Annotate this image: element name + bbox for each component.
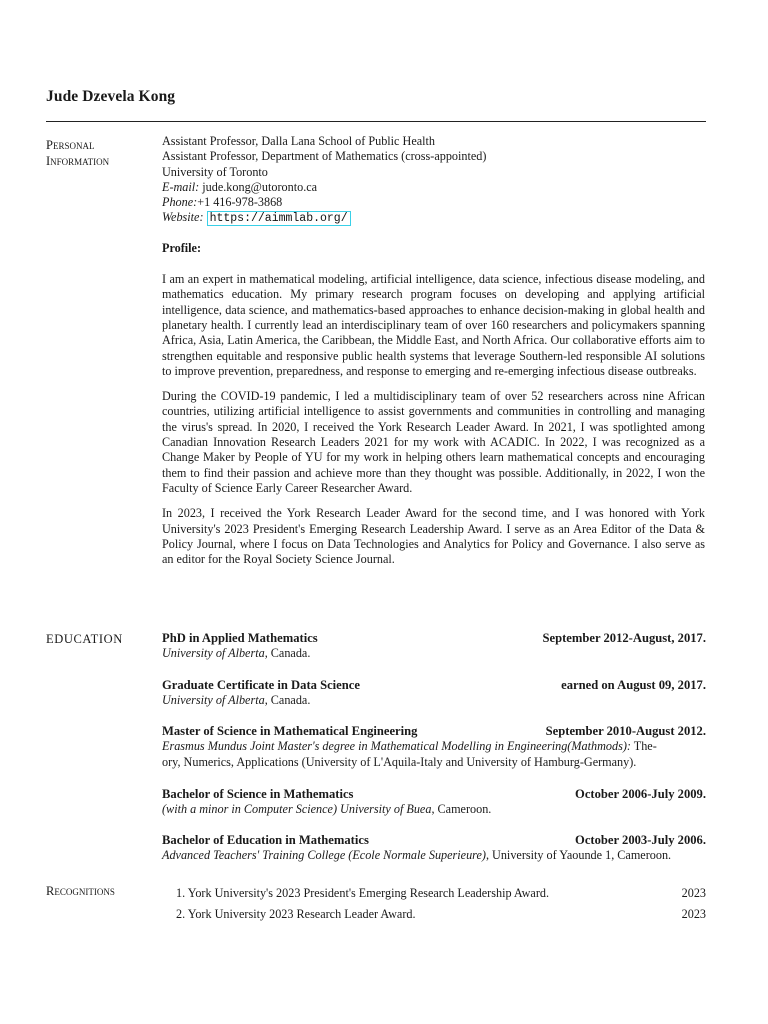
institution: Erasmus Mundus Joint Master's degree in Mathematical Modelling in Engineering(Mathmods): xyxy=(162,739,631,754)
section-label-line: Information xyxy=(46,154,110,168)
institution: Advanced Teachers' Training College (Ecole Normale Superieure) xyxy=(162,848,486,863)
institution: University of Alberta xyxy=(162,693,265,708)
degree-date: September 2012-August, 2017. xyxy=(542,631,706,645)
degree-title: Graduate Certificate in Data Science xyxy=(162,678,360,692)
personal-info-block xyxy=(162,134,705,577)
recognitions-label: Recognitions xyxy=(46,884,115,898)
website-line xyxy=(162,210,705,226)
education-entry xyxy=(162,787,714,818)
phone-value: +1 416-978-3868 xyxy=(197,195,283,210)
degree-date: October 2003-July 2006. xyxy=(575,833,706,847)
education-entry xyxy=(162,678,714,709)
institution-location: , Cameroon. xyxy=(431,802,492,817)
institution-location: , Canada. xyxy=(264,693,311,708)
email-value[interactable]: jude.kong@utoronto.ca xyxy=(202,179,318,194)
recognition-text: 2. York University 2023 Research Leader Award. xyxy=(176,907,416,921)
degree-title: PhD in Applied Mathematics xyxy=(162,631,318,645)
position-line: Assistant Professor, Department of Mathematics (cross-appointed) xyxy=(162,149,487,164)
recognitions-list xyxy=(176,886,706,928)
education-label: EDUCATION xyxy=(46,632,123,646)
degree-title: Bachelor of Education in Mathematics xyxy=(162,833,369,847)
institution-detail-line2: ory, Numerics, Applications (University of L'Aquila-Italy and University of Hamburg-Germany). xyxy=(162,754,637,769)
education-entry xyxy=(162,631,714,662)
section-label-line: Personal xyxy=(46,138,95,152)
degree-date: September 2010-August 2012. xyxy=(545,724,706,738)
degree-title: Bachelor of Science in Mathematics xyxy=(162,787,354,801)
email-line xyxy=(162,180,705,195)
profile-paragraph: In 2023, I received the York Research Leader Award for the second time, and I was honored with York University's 2023 President's Emerging Research Leadership Award. I serve as an Area Editor of the Data & Policy Journal, where I focus on Data Technologies and Analytics for Policy and Governance. I also serve as an editor for the Royal Society Science Journal. xyxy=(162,506,705,567)
recognition-item xyxy=(176,886,706,907)
position-line: Assistant Professor, Dalla Lana School of Public Health xyxy=(162,134,436,148)
institution-location: , Canada. xyxy=(264,646,311,661)
recognition-year: 2023 xyxy=(681,886,706,900)
email-label: E-mail: xyxy=(162,179,200,194)
education-entry xyxy=(162,833,714,864)
degree-date: earned on August 09, 2017. xyxy=(561,678,706,692)
personal-info-label xyxy=(46,137,109,169)
profile-paragraph: During the COVID-19 pandemic, I led a multidisciplinary team of over 52 researchers across nine African countries, utilizing artificial intelligence to assist governments and communities in controlling and managing the virus's spread. In 2020, I received the York Research Leader Award. In 2021, I was spotlighted among Canadian Innovation Research Leaders 2021 for my work with ACADIC. In 2022, I was recognized as a Change Maker by People of YU for my work in helping others learn mathematical concepts and encouraging them to find their passion and achieve more than they thought was possible. Additionally, in 2022, I won the Faculty of Science Early Career Researcher Award. xyxy=(162,389,705,495)
person-name: Jude Dzevela Kong xyxy=(46,88,176,105)
institution-detail: The- xyxy=(630,739,657,754)
university-line: University of Toronto xyxy=(162,164,268,179)
recognition-text: 1. York University's 2023 President's Emerging Research Leadership Award. xyxy=(176,886,550,900)
institution: University of Alberta xyxy=(162,646,265,661)
website-link[interactable]: https://aimmlab.org/ xyxy=(207,211,351,226)
profile-paragraph: I am an expert in mathematical modeling, artificial intelligence, data science, infectious disease modeling, and mathematics education. My primary research program focuses on developing and applying artificial intelligence, data science, and mathematics-based approaches to enhance decision-making in global health and planetary health. I currently lead an interdisciplinary team of over 160 researchers and policymakers spanning Africa, Asia, Latin America, the Caribbean, the Middle East, and North Africa. Our collaborative efforts aim to strengthen equitable and responsive public health systems that leverage Southern-led responsible AI solutions to improve prevention, preparedness, and response to emerging and re-emerging infectious disease outbreaks. xyxy=(162,272,705,378)
phone-line xyxy=(162,195,705,210)
institution: (with a minor in Computer Science) University of Buea xyxy=(162,802,432,817)
education-entry xyxy=(162,724,714,770)
profile-heading: Profile: xyxy=(162,240,202,255)
header-rule xyxy=(46,121,706,122)
recognition-item xyxy=(176,907,706,928)
institution-location: , University of Yaounde 1, Cameroon. xyxy=(485,848,672,863)
recognition-year: 2023 xyxy=(681,907,706,921)
website-label: Website: xyxy=(162,210,204,225)
degree-date: October 2006-July 2009. xyxy=(575,787,706,801)
phone-label: Phone: xyxy=(162,195,198,210)
degree-title: Master of Science in Mathematical Engineering xyxy=(162,724,418,738)
